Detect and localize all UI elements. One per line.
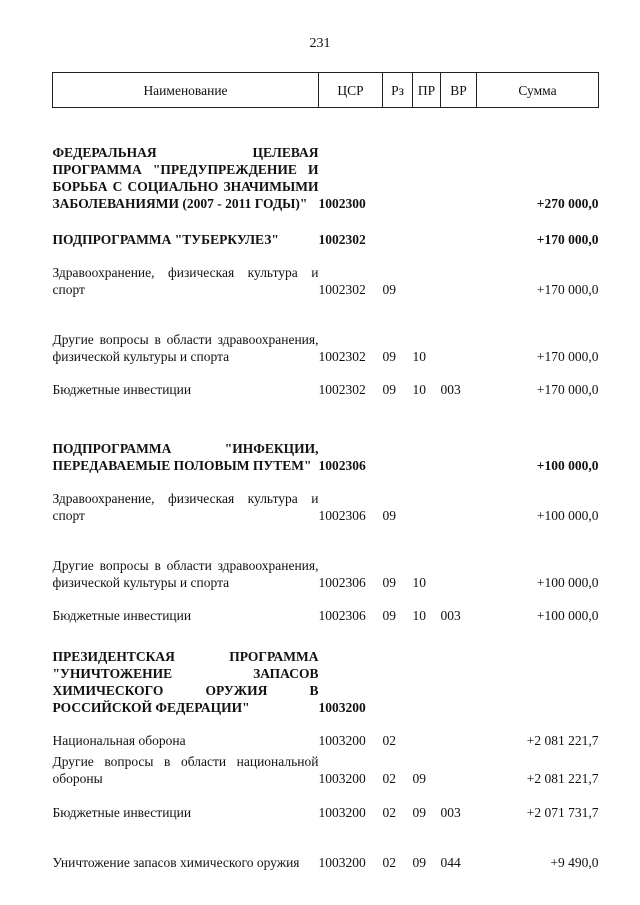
- row-name: Другие вопросы в области здравоохранения, физической культуры и спорта: [52, 331, 319, 364]
- row-vr: [441, 398, 477, 474]
- row-rz: 09: [382, 281, 396, 297]
- row-sum: +170 000,0: [536, 381, 599, 397]
- row-rz: [383, 398, 413, 474]
- row-pr: [413, 212, 441, 248]
- row-name-cell: [53, 248, 319, 298]
- row-sum: +100 000,0: [536, 607, 599, 623]
- row-csr: 1003200: [318, 699, 366, 715]
- row-pr: [413, 108, 441, 212]
- row-pr: 10: [412, 607, 426, 623]
- row-rz: 09: [382, 348, 396, 364]
- row-csr: 1002300: [318, 195, 366, 211]
- header-pr: ПР: [413, 73, 441, 108]
- row-vr: [441, 624, 477, 716]
- header-vr: ВР: [441, 73, 477, 108]
- table-row: [53, 524, 599, 591]
- row-csr: 1002302: [318, 281, 366, 297]
- row-rz: 02: [382, 770, 396, 786]
- row-rz: 09: [382, 507, 396, 523]
- row-name: Другие вопросы в области национальной обороны: [52, 753, 319, 786]
- row-rz: [383, 624, 413, 716]
- row-csr: 1003200: [318, 854, 366, 870]
- row-csr: 1002306: [318, 607, 366, 623]
- row-name: ФЕДЕРАЛЬНАЯ ЦЕЛЕВАЯ ПРОГРАММА "ПРЕДУПРЕЖДЕНИЕ И БОРЬБА С СОЦИАЛЬНО ЗНАЧИМЫМИ ЗАБОЛЕВАНИЯМИ (2007 - 2011 ГОДЫ)": [52, 144, 319, 211]
- row-vr: 003: [440, 804, 461, 820]
- row-name-cell: [53, 591, 319, 624]
- row-name-cell: [53, 749, 319, 787]
- row-vr: [441, 524, 477, 591]
- row-name-cell: [53, 821, 319, 871]
- row-csr: 1002306: [318, 574, 366, 590]
- row-sum: +170 000,0: [536, 348, 599, 364]
- row-name: ПРЕЗИДЕНТСКАЯ ПРОГРАММА "УНИЧТОЖЕНИЕ ЗАПАСОВ ХИМИЧЕСКОГО ОРУЖИЯ В РОССИЙСКОЙ ФЕДЕРАЦИИ": [52, 648, 319, 715]
- row-name: Другие вопросы в области здравоохранения, физической культуры и спорта: [52, 557, 319, 590]
- row-vr: 003: [440, 607, 461, 623]
- row-csr: 1002302: [318, 348, 366, 364]
- row-sum: +100 000,0: [536, 457, 599, 473]
- table-row: [53, 624, 599, 716]
- row-name: Бюджетные инвестиции: [52, 381, 192, 397]
- page-number: 231: [309, 36, 331, 51]
- row-name-cell: [53, 365, 319, 398]
- row-name: Здравоохранение, физическая культура и спорт: [52, 264, 319, 297]
- row-pr: [413, 474, 441, 524]
- row-csr: 1002306: [318, 457, 366, 473]
- row-name-cell: [53, 624, 319, 716]
- row-vr: 044: [440, 854, 461, 870]
- header-csr: ЦСР: [319, 73, 383, 108]
- row-sum: +170 000,0: [536, 231, 599, 247]
- table-header-row: [53, 73, 599, 108]
- row-vr: [441, 474, 477, 524]
- table-row: [53, 716, 599, 749]
- row-rz: [383, 108, 413, 212]
- row-pr: 09: [412, 854, 426, 870]
- budget-table: [52, 72, 599, 871]
- row-vr: [441, 108, 477, 212]
- header-rz: Рз: [383, 73, 413, 108]
- table-row: [53, 248, 599, 298]
- row-rz: 02: [382, 732, 396, 748]
- row-rz: 02: [382, 804, 396, 820]
- row-vr: 003: [440, 381, 461, 397]
- row-sum: [477, 624, 599, 716]
- row-csr: 1002306: [318, 507, 366, 523]
- row-name-cell: [53, 398, 319, 474]
- row-pr: 10: [412, 574, 426, 590]
- table-row: [53, 108, 599, 212]
- table-row: [53, 212, 599, 248]
- row-rz: 09: [382, 607, 396, 623]
- row-sum: +270 000,0: [536, 195, 599, 211]
- row-csr: 1003200: [318, 770, 366, 786]
- row-rz: 09: [382, 574, 396, 590]
- table-row: [53, 474, 599, 524]
- table-row: [53, 787, 599, 821]
- row-name-cell: [53, 108, 319, 212]
- header-name: Наименование: [53, 73, 319, 108]
- row-name-cell: [53, 298, 319, 365]
- row-pr: [413, 716, 441, 749]
- row-name: Уничтожение запасов химического оружия: [52, 854, 300, 870]
- row-rz: 09: [382, 381, 396, 397]
- row-pr: [413, 248, 441, 298]
- row-name: Бюджетные инвестиции: [52, 607, 192, 623]
- row-pr: [413, 624, 441, 716]
- row-csr: 1002302: [318, 381, 366, 397]
- row-vr: [441, 749, 477, 787]
- table-row: [53, 591, 599, 624]
- row-name: ПОДПРОГРАММА "ИНФЕКЦИИ, ПЕРЕДАВАЕМЫЕ ПОЛОВЫМ ПУТЕМ": [52, 440, 319, 473]
- row-vr: [441, 212, 477, 248]
- row-name: Национальная оборона: [52, 732, 186, 748]
- row-pr: 09: [412, 770, 426, 786]
- row-csr: 1002302: [318, 231, 366, 247]
- row-sum: +170 000,0: [536, 281, 599, 297]
- header-sum: Сумма: [477, 73, 599, 108]
- row-name-cell: [53, 474, 319, 524]
- row-csr: 1003200: [318, 732, 366, 748]
- row-rz: [383, 212, 413, 248]
- row-csr: 1003200: [318, 804, 366, 820]
- table-row: [53, 821, 599, 871]
- row-vr: [441, 248, 477, 298]
- row-pr: [413, 398, 441, 474]
- table-row: [53, 398, 599, 474]
- row-name: Здравоохранение, физическая культура и спорт: [52, 490, 319, 523]
- row-vr: [441, 298, 477, 365]
- row-pr: 10: [412, 381, 426, 397]
- row-rz: 02: [382, 854, 396, 870]
- row-sum: +9 490,0: [550, 854, 599, 870]
- row-pr: 09: [412, 804, 426, 820]
- table-row: [53, 365, 599, 398]
- row-sum: +2 081 221,7: [526, 732, 599, 748]
- row-sum: +100 000,0: [536, 574, 599, 590]
- row-name-cell: [53, 212, 319, 248]
- row-name: ПОДПРОГРАММА "ТУБЕРКУЛЕЗ": [52, 231, 279, 247]
- row-pr: 10: [412, 348, 426, 364]
- row-vr: [441, 716, 477, 749]
- row-name-cell: [53, 716, 319, 749]
- row-sum: +100 000,0: [536, 507, 599, 523]
- row-name-cell: [53, 524, 319, 591]
- row-name: Бюджетные инвестиции: [52, 804, 192, 820]
- table-row: [53, 749, 599, 787]
- row-sum: +2 071 731,7: [526, 804, 599, 820]
- row-name-cell: [53, 787, 319, 821]
- row-sum: +2 081 221,7: [526, 770, 599, 786]
- table-row: [53, 298, 599, 365]
